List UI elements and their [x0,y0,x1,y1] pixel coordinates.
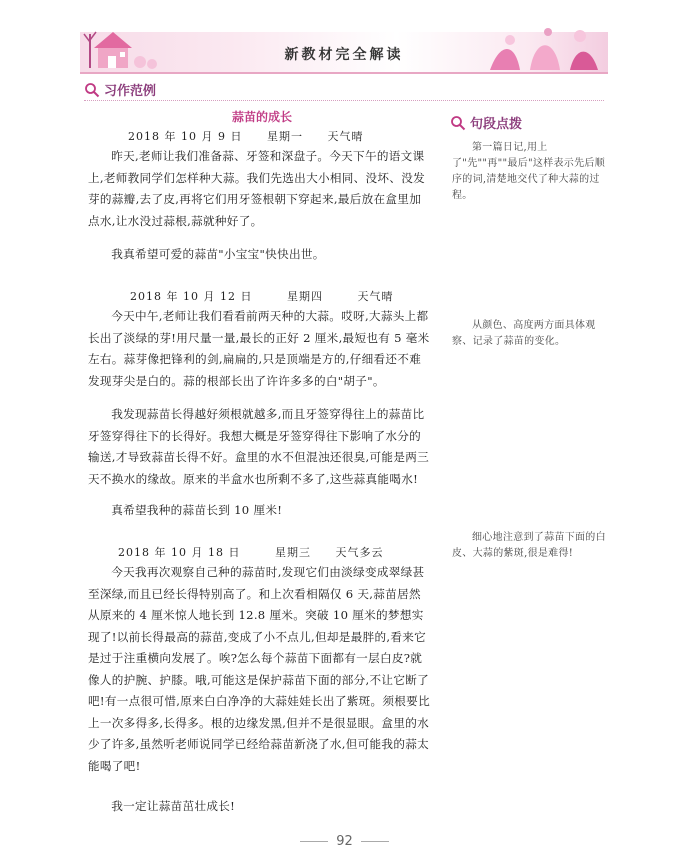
section-heading-annotations [450,113,522,132]
section-heading-label: 句段点拨 [470,117,523,132]
divider [84,100,604,101]
entry-dateline [128,128,363,144]
magnifier-icon [450,115,466,131]
entry-paragraph: 今天我再次观察自己种的蒜苗时,发现它们由淡绿变成翠绿甚至深绿,而且已经长得特别高了。和上次看相隔仅 6 天,蒜苗居然从原来的 4 厘米惊人地长到 12.8 厘米。突破 10 厘米的梦想实现了!以前长得最高的蒜苗,变成了小不点儿,但却是最胖的,看来它是过于注重横向发展了。唉?怎么每个蒜苗下面都有一层白皮?就像人的护腕、护膝。哦,可能这是保护蒜苗下面的部分,不让它断了吧!有一点很可惜,原来白白净净的大蒜娃娃长出了紫斑。须根要比上一次多得多,长得多。根的边缘发黑,但并不是很显眼。盒里的水少了许多,虽然听老师说同学已经给蒜苗新浇了水,但可能我的蒜太能喝了吧! [88,565,430,773]
magnifier-icon [84,82,100,98]
entry-paragraph: 真希望我种的蒜苗长到 10 厘米! [111,503,283,517]
entry-weekday: 星期四 [286,290,323,303]
annotation-note: 细心地注意到了蒜苗下面的白皮、大蒜的紫斑,很是难得! [452,532,606,559]
entry-date: 2018 年 10 月 12 日 [130,290,253,303]
section-heading-label: 习作范例 [104,84,157,99]
entry-weekday: 星期一 [266,130,303,143]
entry-weather: 天气晴 [357,290,394,303]
entry-weather: 天气晴 [327,130,364,143]
entry-weekday: 星期三 [274,546,311,559]
entry-paragraph: 我真希望可爱的蒜苗"小宝宝"快快出世。 [111,247,325,261]
entry-dateline [118,544,383,560]
divider [361,841,389,842]
entry-date: 2018 年 10 月 18 日 [118,546,241,559]
house-tree-illustration [80,12,170,72]
annotation-note: 第一篇日记,用上了"先""再""最后"这样表示先后顺序的词,清楚地交代了种大蒜的过程。 [452,142,605,201]
entry-paragraph: 昨天,老师让我们准备蒜、牙签和深盘子。今天下午的语文课上,老师教同学们怎样种大蒜。我们先选出大小相同、没坏、没发芽的蒜瓣,去了皮,再将它们用牙签根朝下穿起来,最后放在盒里加点水,让水没过蒜根,蒜就种好了。 [88,149,426,228]
divider [300,841,328,842]
entry-paragraph: 我发现蒜苗长得越好须根就越多,而且牙签穿得往上的蒜苗比牙签穿得往下的长得好。我想大概是牙签穿得往下影响了水分的输送,才导致蒜苗长得不好。盒里的水不但混浊还很臭,可能是两三天不换水的缘故。原来的半盒水也所剩不多了,这些蒜真能喝水! [88,407,429,486]
essay-title: 蒜苗的成长 [231,110,292,124]
entry-paragraph: 我一定让蒜苗茁壮成长! [111,799,236,813]
page-number-text: 92 [336,834,353,849]
header-title: 新教材完全解读 [284,47,404,63]
annotation-note: 从颜色、高度两方面具体观察、记录了蒜苗的变化。 [452,320,596,347]
entry-dateline [130,288,393,304]
entry-weather: 天气多云 [335,546,384,559]
entry-date: 2018 年 10 月 9 日 [128,130,243,143]
floral-decoration [480,22,610,72]
page-number [0,834,689,849]
section-heading-model-essay [84,80,156,99]
entry-paragraph: 今天中午,老师让我们看看前两天种的大蒜。哎呀,大蒜头上都长出了淡绿的芽!用尺量一量,最长的正好 2 厘米,最短也有 5 毫米左右。蒜芽像把锋利的剑,扁扁的,只是顶端是方的,仔细看还不难发现芽尖是白的。蒜的根部长出了许许多多的白"胡子"。 [88,309,430,388]
